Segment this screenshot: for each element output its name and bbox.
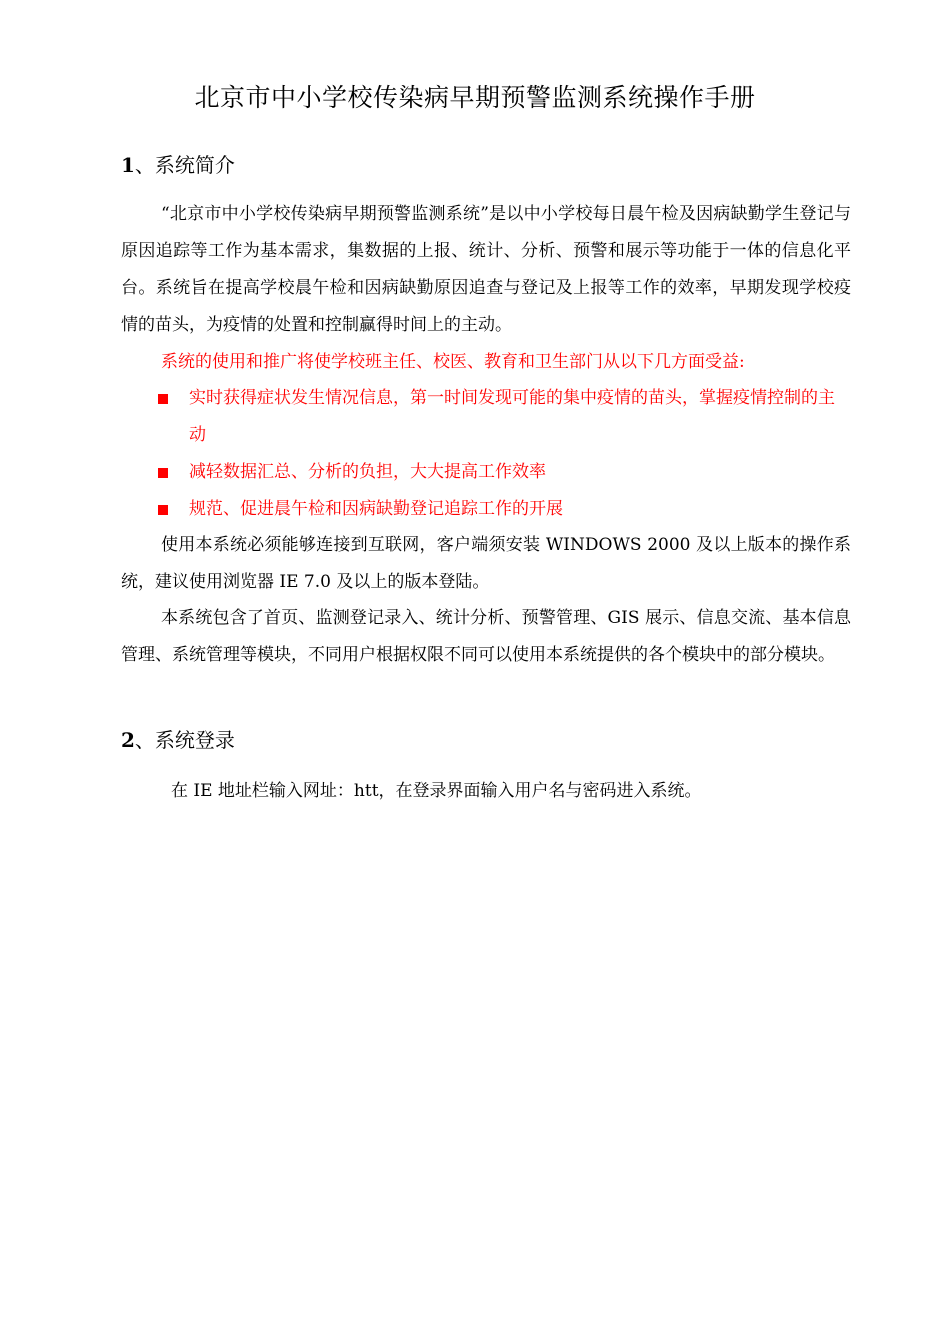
square-bullet-icon [158, 505, 168, 515]
list-item [121, 380, 851, 454]
list-item [121, 491, 851, 528]
section-2-title: 、系统登录 [134, 728, 235, 752]
benefit-text: 规范、促进晨午检和因病缺勤登记追踪工作的开展 [189, 499, 563, 519]
document-title: 北京市中小学校传染病早期预警监测系统操作手册 [194, 83, 756, 112]
section-1-number: 1 [121, 153, 135, 177]
section-1-title: 、系统简介 [134, 153, 235, 177]
benefit-intro: 系统的使用和推广将使学校班主任、校医、教育和卫生部门从以下几方面受益: [161, 352, 745, 372]
section-2-number: 2 [121, 728, 135, 752]
benefit-text: 实时获得症状发生情况信息，第一时间发现可能的集中疫情的苗头，掌握疫情控制的主动 [189, 388, 835, 445]
square-bullet-icon [158, 468, 168, 478]
section-2-heading [121, 725, 235, 755]
square-bullet-icon [158, 394, 168, 404]
login-paragraph: 在 IE 地址栏输入网址：htt，在登录界面输入用户名与密码进入系统。 [171, 781, 702, 801]
benefit-list [121, 380, 851, 528]
intro-paragraph: “北京市中小学校传染病早期预警监测系统”是以中小学校每日晨午检及因病缺勤学生登记与原因追踪等工作为基本需求，集数据的上报、统计、分析、预警和展示等功能于一体的信息化平台。系统旨在提高学校晨午检和因病缺勤原因追查与登记及上报等工作的效率，早期发现学校疫情的苗头，为疫情的处置和控制赢得时间上的主动。 [121, 204, 851, 335]
list-item [121, 454, 851, 491]
requirements-paragraph: 使用本系统必须能够连接到互联网，客户端须安装 WINDOWS 2000 及以上版本的操作系统，建议使用浏览器 IE 7.0 及以上的版本登陆。 [121, 535, 851, 592]
section-1-heading [121, 150, 235, 180]
modules-paragraph: 本系统包含了首页、监测登记录入、统计分析、预警管理、GIS 展示、信息交流、基本信息管理、系统管理等模块，不同用户根据权限不同可以使用本系统提供的各个模块中的部分模块。 [121, 608, 851, 665]
benefit-text: 减轻数据汇总、分析的负担，大大提高工作效率 [189, 462, 546, 482]
